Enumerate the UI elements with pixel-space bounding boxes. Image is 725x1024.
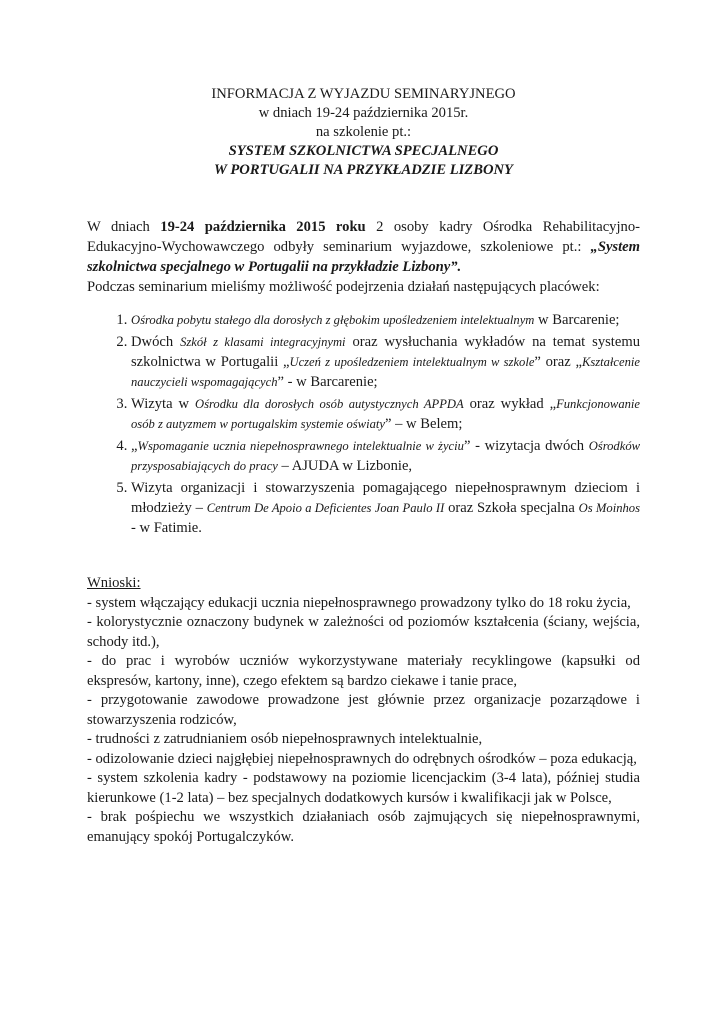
visited-place-text: Ośrodków przysposabiających do pracy [131,439,641,473]
header-line-info: INFORMACJA Z WYJAZDU SEMINARYJNEGO [211,86,516,102]
visited-place-text: Os Moinhos [578,501,640,515]
intro-section [87,217,640,297]
visited-place-text: oraz wysłuchania wykładów na temat systemu szkolnictwa w Portugalii „ [131,334,640,370]
conclusion-item: - trudności z zatrudnianiem osób niepełnosprawnych intelektualnie, [87,731,483,747]
visited-place-item [131,478,640,538]
conclusion-item: - system włączający edukacji ucznia niepełnosprawnego prowadzony tylko do 18 roku życia, [87,594,631,611]
visited-place-text: - w Fatimie. [131,520,202,536]
visited-place-item [131,310,640,330]
visited-place-text: w Barcarenie; [534,312,620,328]
conclusions-list [87,594,640,848]
document-page [87,85,640,847]
training-title-line2: W PORTUGALII NA PRZYKŁADZIE LIZBONY [214,162,513,178]
document-header [87,85,640,180]
visited-place-text: Funkcjonowanie osób z autyzmem w portugalskim systemie oświaty [131,397,641,431]
conclusion-item: - brak pośpiechu we wszystkich działaniach osób zajmujących się niepełnosprawnymi, emanujący spokój Portugalczyków. [87,809,640,845]
visited-place-text: Ośrodku dla dorosłych osób autystycznych APPDA [194,397,464,411]
visited-place-item [131,332,640,392]
visited-place-text: oraz wykład „ [463,396,557,412]
visited-place-text: Szkół z klasami integracyjnymi [180,335,346,349]
intro-training-title: „System szkolnictwa specjalnego w Portugalii na przykładzie Lizbony”. [87,239,640,275]
intro-paragraph [87,217,640,277]
visited-place-text: Uczeń z upośledzeniem intelektualnym w szkole [289,355,535,369]
visited-places-list [87,310,640,538]
visited-place-text: Dwóch [131,334,181,350]
visited-place-text: ” - w Barcarenie; [277,374,378,390]
visited-place-text: Wizyta organizacji i stowarzyszenia pomagającego niepełnosprawnym dzieciom i młodzieży – [131,480,640,516]
intro-visits-sentence: Podczas seminarium mieliśmy możliwość podejrzenia działań następujących placówek: [87,279,600,295]
conclusion-item: - system szkolenia kadry - podstawowy na poziomie licencjackim (3-4 lata), później studia kierunkowe (1-2 lata) – bez specjalnych dodatkowych kursów i kwalifikacji jak w Polsce, [87,770,640,806]
conclusion-item: - do prac i wyrobów uczniów wykorzystywane materiały recyklingowe (kapsułki od ekspresów, kartony, inne), czego efektem są bardzo ciekawe i tanie prace, [87,653,640,689]
training-title-line1: SYSTEM SZKOLNICTWA SPECJALNEGO [228,143,499,159]
header-line-training: na szkolenie pt.: [315,124,412,140]
visited-place-text: ” oraz „ [534,354,582,370]
visited-place-text: ” – w Belem; [384,416,463,432]
visited-place-text: ” - wizytacja dwóch [463,438,589,454]
intro-text-middle: 2 osoby kadry Ośrodka Rehabilitacyjno-Edukacyjno-Wychowawczego odbyły seminarium wyjazdowe, szkoleniowe pt.: [87,219,640,255]
visited-place-text: – AJUDA w Lizbonie, [277,458,413,474]
visited-place-text: oraz Szkoła specjalna [444,500,579,516]
intro-dates: 19-24 października 2015 roku [160,219,366,235]
visited-place-item [131,394,640,434]
conclusion-item: - przygotowanie zawodowe prowadzone jest głównie przez organizacje pozarządowe i stowarzyszenia rodziców, [87,692,640,728]
visited-place-text: „ [131,438,138,454]
conclusion-item: - odizolowanie dzieci najgłębiej niepełnosprawnych do odrębnych ośrodków – poza edukacją, [87,750,637,767]
visited-place-item [131,436,640,476]
header-line-dates: w dniach 19-24 października 2015r. [258,105,469,121]
visited-place-text: Centrum De Apoio a Deficientes Joan Paulo II [206,501,445,515]
visited-place-text: Wizyta w [131,396,195,412]
visited-place-text: Ośrodka pobytu stałego dla dorosłych z głębokim upośledzeniem intelektualnym [131,313,535,327]
conclusions-section [87,574,640,847]
visited-place-text: Wspomaganie ucznia niepełnosprawnego intelektualnie w życiu [137,439,464,453]
conclusions-heading: Wnioski: [87,575,141,591]
conclusion-item: - kolorystycznie oznaczony budynek w zależności od poziomów kształcenia (ściany, wejścia, schody itd.), [87,614,640,650]
visited-place-text: Kształcenie nauczycieli wspomagających [131,355,640,389]
intro-text-start: W dniach [87,219,161,235]
